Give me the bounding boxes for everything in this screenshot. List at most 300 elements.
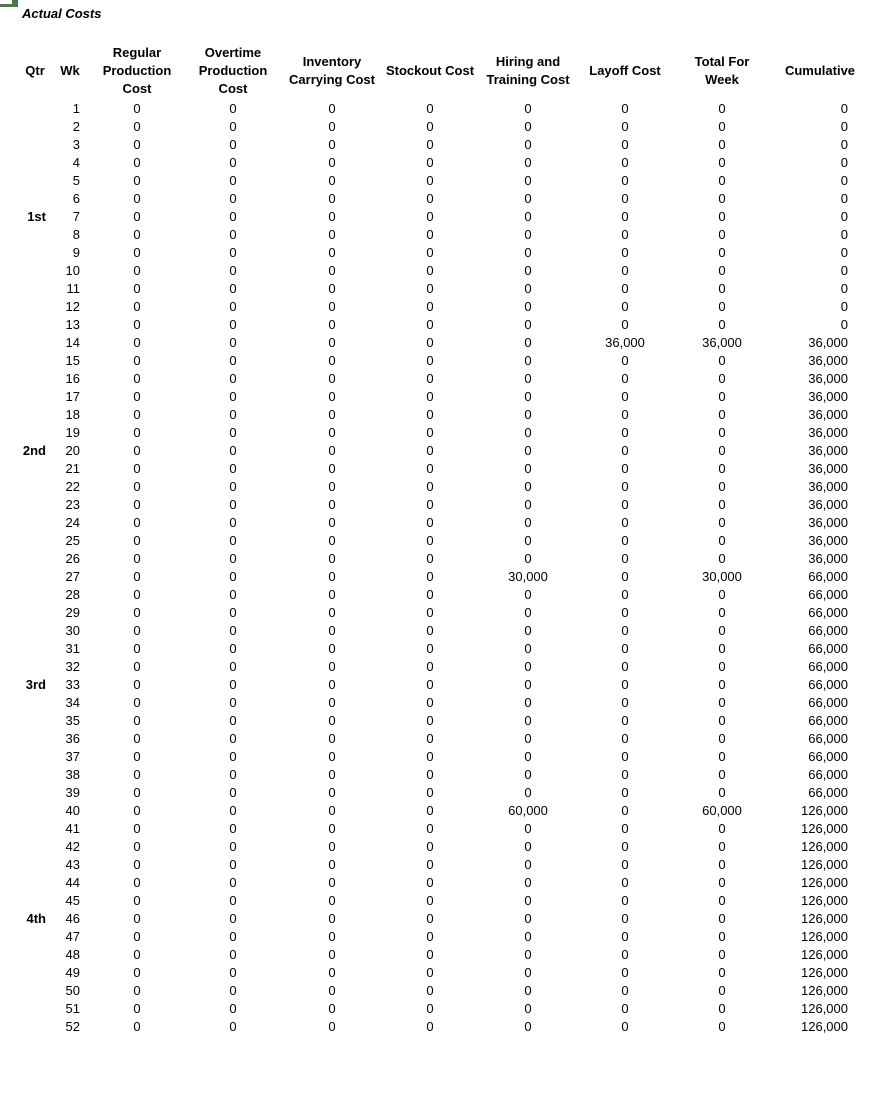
- layoff-cost-cell: 0: [621, 947, 629, 962]
- regular-cost-cell: 0: [133, 875, 141, 890]
- overtime-cost-cell: 0: [229, 245, 237, 260]
- hiring-cost-cell: 0: [524, 857, 532, 872]
- table-row: [0, 406, 892, 424]
- layoff-cost-cell: 0: [621, 407, 629, 422]
- week-cell: 30: [65, 623, 80, 638]
- inventory-cost-cell: 0: [328, 407, 336, 422]
- overtime-cost-cell: 0: [229, 371, 237, 386]
- week-cell: 10: [65, 263, 80, 278]
- total-week-cell: 0: [718, 515, 726, 530]
- cumulative-cell: 36,000: [808, 335, 848, 350]
- overtime-cost-cell: 0: [229, 191, 237, 206]
- stockout-cost-cell: 0: [426, 389, 434, 404]
- total-week-cell: 60,000: [702, 803, 742, 818]
- week-cell: 42: [65, 839, 80, 854]
- regular-cost-cell: 0: [133, 263, 141, 278]
- layoff-cost-cell: 0: [621, 605, 629, 620]
- table-row: [0, 676, 892, 694]
- layoff-cost-cell: 0: [621, 245, 629, 260]
- total-week-cell: 0: [718, 443, 726, 458]
- inventory-cost-cell: 0: [328, 425, 336, 440]
- hiring-cost-cell: 0: [524, 929, 532, 944]
- table-row: [0, 460, 892, 478]
- total-week-cell: 0: [718, 947, 726, 962]
- inventory-cost-cell: 0: [328, 551, 336, 566]
- stockout-cost-cell: 0: [426, 605, 434, 620]
- total-week-cell: 0: [718, 713, 726, 728]
- table-row: [0, 838, 892, 856]
- cumulative-cell: 0: [840, 137, 848, 152]
- table-row: [0, 946, 892, 964]
- hiring-cost-cell: 0: [524, 245, 532, 260]
- layoff-cost-cell: 0: [621, 677, 629, 692]
- table-row: [0, 136, 892, 154]
- regular-cost-cell: 0: [133, 857, 141, 872]
- table-row: [0, 208, 892, 226]
- cumulative-cell: 36,000: [808, 533, 848, 548]
- layoff-cost-cell: 0: [621, 155, 629, 170]
- overtime-cost-cell: 0: [229, 875, 237, 890]
- table-row: [0, 730, 892, 748]
- stockout-cost-cell: 0: [426, 497, 434, 512]
- regular-cost-cell: 0: [133, 191, 141, 206]
- week-cell: 46: [65, 911, 80, 926]
- stockout-cost-cell: 0: [426, 335, 434, 350]
- total-week-cell: 0: [718, 695, 726, 710]
- total-week-cell: 0: [718, 119, 726, 134]
- table-row: [0, 352, 892, 370]
- stockout-cost-cell: 0: [426, 119, 434, 134]
- table-row: [0, 568, 892, 586]
- cumulative-cell: 36,000: [808, 515, 848, 530]
- layoff-cost-cell: 0: [621, 389, 629, 404]
- table-row: [0, 298, 892, 316]
- stockout-cost-cell: 0: [426, 371, 434, 386]
- table-row: [0, 316, 892, 334]
- overtime-cost-cell: 0: [229, 461, 237, 476]
- table-row: [0, 388, 892, 406]
- layoff-cost-cell: 0: [621, 641, 629, 656]
- inventory-cost-cell: 0: [328, 929, 336, 944]
- total-week-cell: 0: [718, 407, 726, 422]
- week-cell: 49: [65, 965, 80, 980]
- overtime-cost-cell: 0: [229, 335, 237, 350]
- regular-cost-cell: 0: [133, 965, 141, 980]
- hiring-cost-cell: 0: [524, 821, 532, 836]
- hiring-cost-cell: 0: [524, 335, 532, 350]
- table-row: [0, 622, 892, 640]
- table-row: [0, 514, 892, 532]
- hiring-cost-cell: 0: [524, 227, 532, 242]
- table-row: [0, 550, 892, 568]
- stockout-cost-cell: 0: [426, 857, 434, 872]
- overtime-cost-cell: 0: [229, 749, 237, 764]
- week-cell: 32: [65, 659, 80, 674]
- stockout-cost-cell: 0: [426, 263, 434, 278]
- layoff-cost-cell: 0: [621, 1001, 629, 1016]
- cumulative-cell: 36,000: [808, 497, 848, 512]
- stockout-cost-cell: 0: [426, 245, 434, 260]
- inventory-cost-cell: 0: [328, 515, 336, 530]
- total-week-cell: 0: [718, 785, 726, 800]
- layoff-cost-cell: 0: [621, 479, 629, 494]
- hiring-cost-cell: 0: [524, 605, 532, 620]
- overtime-cost-cell: 0: [229, 1001, 237, 1016]
- table-row: [0, 964, 892, 982]
- total-week-cell: 0: [718, 1001, 726, 1016]
- week-cell: 36: [65, 731, 80, 746]
- overtime-cost-cell: 0: [229, 929, 237, 944]
- week-cell: 35: [65, 713, 80, 728]
- layoff-cost-cell: 0: [621, 425, 629, 440]
- overtime-cost-cell: 0: [229, 353, 237, 368]
- quarter-label: 3rd: [25, 677, 46, 692]
- week-cell: 31: [65, 641, 80, 656]
- hiring-cost-cell: 0: [524, 479, 532, 494]
- total-week-cell: 0: [718, 857, 726, 872]
- cumulative-cell: 0: [840, 101, 848, 116]
- inventory-cost-cell: 0: [328, 713, 336, 728]
- total-week-cell: 0: [718, 371, 726, 386]
- inventory-cost-cell: 0: [328, 875, 336, 890]
- overtime-cost-cell: 0: [229, 119, 237, 134]
- layoff-cost-cell: 0: [621, 299, 629, 314]
- week-cell: 4: [72, 155, 80, 170]
- stockout-cost-cell: 0: [426, 443, 434, 458]
- cumulative-cell: 126,000: [801, 929, 848, 944]
- stockout-cost-cell: 0: [426, 659, 434, 674]
- header-stockout-cost: Stockout Cost: [385, 63, 475, 78]
- regular-cost-cell: 0: [133, 821, 141, 836]
- layoff-cost-cell: 0: [621, 857, 629, 872]
- header-hiring-training-cost: Hiring and Training Cost: [486, 54, 570, 87]
- inventory-cost-cell: 0: [328, 659, 336, 674]
- overtime-cost-cell: 0: [229, 443, 237, 458]
- overtime-cost-cell: 0: [229, 947, 237, 962]
- table-row: [0, 640, 892, 658]
- stockout-cost-cell: 0: [426, 623, 434, 638]
- regular-cost-cell: 0: [133, 443, 141, 458]
- total-week-cell: 0: [718, 587, 726, 602]
- hiring-cost-cell: 0: [524, 839, 532, 854]
- layoff-cost-cell: 0: [621, 875, 629, 890]
- hiring-cost-cell: 0: [524, 677, 532, 692]
- cumulative-cell: 126,000: [801, 875, 848, 890]
- week-cell: 13: [65, 317, 80, 332]
- stockout-cost-cell: 0: [426, 299, 434, 314]
- cumulative-cell: 126,000: [801, 947, 848, 962]
- cumulative-cell: 0: [840, 209, 848, 224]
- week-cell: 40: [65, 803, 80, 818]
- cumulative-cell: 126,000: [801, 1001, 848, 1016]
- layoff-cost-cell: 0: [621, 713, 629, 728]
- inventory-cost-cell: 0: [328, 767, 336, 782]
- regular-cost-cell: 0: [133, 983, 141, 998]
- regular-cost-cell: 0: [133, 317, 141, 332]
- layoff-cost-cell: 0: [621, 443, 629, 458]
- cumulative-cell: 0: [840, 227, 848, 242]
- total-week-cell: 0: [718, 245, 726, 260]
- week-cell: 15: [65, 353, 80, 368]
- cumulative-cell: 66,000: [808, 569, 848, 584]
- overtime-cost-cell: 0: [229, 821, 237, 836]
- regular-cost-cell: 0: [133, 335, 141, 350]
- hiring-cost-cell: 0: [524, 983, 532, 998]
- stockout-cost-cell: 0: [426, 983, 434, 998]
- layoff-cost-cell: 0: [621, 227, 629, 242]
- total-week-cell: 0: [718, 749, 726, 764]
- overtime-cost-cell: 0: [229, 857, 237, 872]
- hiring-cost-cell: 0: [524, 551, 532, 566]
- layoff-cost-cell: 36,000: [605, 335, 645, 350]
- stockout-cost-cell: 0: [426, 191, 434, 206]
- layoff-cost-cell: 0: [621, 587, 629, 602]
- regular-cost-cell: 0: [133, 173, 141, 188]
- cumulative-cell: 126,000: [801, 983, 848, 998]
- cumulative-cell: 0: [840, 263, 848, 278]
- week-cell: 1: [72, 101, 80, 116]
- layoff-cost-cell: 0: [621, 353, 629, 368]
- inventory-cost-cell: 0: [328, 983, 336, 998]
- overtime-cost-cell: 0: [229, 785, 237, 800]
- hiring-cost-cell: 0: [524, 1019, 532, 1034]
- layoff-cost-cell: 0: [621, 731, 629, 746]
- total-week-cell: 0: [718, 893, 726, 908]
- table-row: [0, 910, 892, 928]
- overtime-cost-cell: 0: [229, 425, 237, 440]
- table-row: [0, 262, 892, 280]
- inventory-cost-cell: 0: [328, 785, 336, 800]
- layoff-cost-cell: 0: [621, 551, 629, 566]
- cumulative-cell: 66,000: [808, 605, 848, 620]
- total-week-cell: 0: [718, 731, 726, 746]
- hiring-cost-cell: 0: [524, 371, 532, 386]
- inventory-cost-cell: 0: [328, 731, 336, 746]
- week-cell: 8: [72, 227, 80, 242]
- layoff-cost-cell: 0: [621, 281, 629, 296]
- layoff-cost-cell: 0: [621, 533, 629, 548]
- layoff-cost-cell: 0: [621, 623, 629, 638]
- inventory-cost-cell: 0: [328, 209, 336, 224]
- table-row: [0, 748, 892, 766]
- total-week-cell: 0: [718, 767, 726, 782]
- overtime-cost-cell: 0: [229, 605, 237, 620]
- regular-cost-cell: 0: [133, 245, 141, 260]
- overtime-cost-cell: 0: [229, 155, 237, 170]
- hiring-cost-cell: 0: [524, 641, 532, 656]
- cumulative-cell: 36,000: [808, 389, 848, 404]
- layoff-cost-cell: 0: [621, 965, 629, 980]
- regular-cost-cell: 0: [133, 623, 141, 638]
- total-week-cell: 0: [718, 101, 726, 116]
- total-week-cell: 0: [718, 677, 726, 692]
- overtime-cost-cell: 0: [229, 839, 237, 854]
- header-layoff-cost: Layoff Cost: [589, 63, 661, 78]
- overtime-cost-cell: 0: [229, 1019, 237, 1034]
- header-qtr: Qtr: [25, 63, 45, 78]
- header-cumulative: Cumulative: [784, 63, 856, 78]
- layoff-cost-cell: 0: [621, 137, 629, 152]
- regular-cost-cell: 0: [133, 947, 141, 962]
- week-cell: 17: [65, 389, 80, 404]
- hiring-cost-cell: 0: [524, 767, 532, 782]
- layoff-cost-cell: 0: [621, 749, 629, 764]
- hiring-cost-cell: 0: [524, 173, 532, 188]
- stockout-cost-cell: 0: [426, 407, 434, 422]
- total-week-cell: 0: [718, 353, 726, 368]
- sheet-title: Actual Costs: [22, 6, 102, 21]
- cumulative-cell: 66,000: [808, 623, 848, 638]
- stockout-cost-cell: 0: [426, 839, 434, 854]
- inventory-cost-cell: 0: [328, 227, 336, 242]
- hiring-cost-cell: 0: [524, 965, 532, 980]
- stockout-cost-cell: 0: [426, 641, 434, 656]
- inventory-cost-cell: 0: [328, 893, 336, 908]
- cumulative-cell: 66,000: [808, 749, 848, 764]
- inventory-cost-cell: 0: [328, 605, 336, 620]
- stockout-cost-cell: 0: [426, 137, 434, 152]
- hiring-cost-cell: 0: [524, 587, 532, 602]
- week-cell: 44: [65, 875, 80, 890]
- layoff-cost-cell: 0: [621, 695, 629, 710]
- regular-cost-cell: 0: [133, 587, 141, 602]
- hiring-cost-cell: 0: [524, 317, 532, 332]
- cumulative-cell: 126,000: [801, 821, 848, 836]
- cumulative-cell: 126,000: [801, 839, 848, 854]
- table-row: [0, 442, 892, 460]
- stockout-cost-cell: 0: [426, 749, 434, 764]
- overtime-cost-cell: 0: [229, 569, 237, 584]
- layoff-cost-cell: 0: [621, 461, 629, 476]
- table-row: [0, 694, 892, 712]
- regular-cost-cell: 0: [133, 767, 141, 782]
- total-week-cell: 0: [718, 605, 726, 620]
- week-cell: 16: [65, 371, 80, 386]
- hiring-cost-cell: 0: [524, 785, 532, 800]
- overtime-cost-cell: 0: [229, 623, 237, 638]
- corner-square: [12, 0, 18, 7]
- week-cell: 27: [65, 569, 80, 584]
- stockout-cost-cell: 0: [426, 533, 434, 548]
- hiring-cost-cell: 0: [524, 875, 532, 890]
- inventory-cost-cell: 0: [328, 677, 336, 692]
- layoff-cost-cell: 0: [621, 821, 629, 836]
- regular-cost-cell: 0: [133, 929, 141, 944]
- total-week-cell: 0: [718, 911, 726, 926]
- regular-cost-cell: 0: [133, 101, 141, 116]
- hiring-cost-cell: 0: [524, 137, 532, 152]
- table-row: [0, 280, 892, 298]
- regular-cost-cell: 0: [133, 425, 141, 440]
- table-row: [0, 532, 892, 550]
- stockout-cost-cell: 0: [426, 713, 434, 728]
- header-wk: Wk: [60, 63, 80, 78]
- week-cell: 19: [65, 425, 80, 440]
- header-total-for-week: Total For Week: [694, 54, 750, 87]
- cumulative-cell: 126,000: [801, 911, 848, 926]
- table-row: [0, 478, 892, 496]
- inventory-cost-cell: 0: [328, 389, 336, 404]
- total-week-cell: 0: [718, 983, 726, 998]
- week-cell: 22: [65, 479, 80, 494]
- regular-cost-cell: 0: [133, 1001, 141, 1016]
- table-row: [0, 190, 892, 208]
- corner-bar: [0, 4, 12, 7]
- table-row: [0, 820, 892, 838]
- regular-cost-cell: 0: [133, 749, 141, 764]
- hiring-cost-cell: 0: [524, 353, 532, 368]
- cumulative-cell: 126,000: [801, 803, 848, 818]
- inventory-cost-cell: 0: [328, 1001, 336, 1016]
- stockout-cost-cell: 0: [426, 1001, 434, 1016]
- stockout-cost-cell: 0: [426, 1019, 434, 1034]
- header-regular-production-cost: Regular Production Cost: [102, 45, 172, 96]
- total-week-cell: 0: [718, 875, 726, 890]
- layoff-cost-cell: 0: [621, 659, 629, 674]
- week-cell: 50: [65, 983, 80, 998]
- overtime-cost-cell: 0: [229, 137, 237, 152]
- inventory-cost-cell: 0: [328, 641, 336, 656]
- inventory-cost-cell: 0: [328, 839, 336, 854]
- week-cell: 12: [65, 299, 80, 314]
- cumulative-cell: 36,000: [808, 461, 848, 476]
- header-inventory-carrying-cost: Inventory Carrying Cost: [289, 54, 375, 87]
- regular-cost-cell: 0: [133, 299, 141, 314]
- hiring-cost-cell: 0: [524, 659, 532, 674]
- regular-cost-cell: 0: [133, 785, 141, 800]
- week-cell: 6: [72, 191, 80, 206]
- stockout-cost-cell: 0: [426, 767, 434, 782]
- table-row: [0, 226, 892, 244]
- inventory-cost-cell: 0: [328, 263, 336, 278]
- inventory-cost-cell: 0: [328, 371, 336, 386]
- cumulative-cell: 0: [840, 245, 848, 260]
- table-row: [0, 982, 892, 1000]
- total-week-cell: 0: [718, 389, 726, 404]
- week-cell: 18: [65, 407, 80, 422]
- total-week-cell: 0: [718, 659, 726, 674]
- cumulative-cell: 0: [840, 317, 848, 332]
- cumulative-cell: 36,000: [808, 551, 848, 566]
- week-cell: 47: [65, 929, 80, 944]
- hiring-cost-cell: 0: [524, 515, 532, 530]
- sheet-corner-marker: [0, 0, 22, 14]
- overtime-cost-cell: 0: [229, 227, 237, 242]
- hiring-cost-cell: 0: [524, 281, 532, 296]
- week-cell: 45: [65, 893, 80, 908]
- cumulative-cell: 36,000: [808, 407, 848, 422]
- layoff-cost-cell: 0: [621, 1019, 629, 1034]
- inventory-cost-cell: 0: [328, 155, 336, 170]
- overtime-cost-cell: 0: [229, 497, 237, 512]
- hiring-cost-cell: 0: [524, 191, 532, 206]
- table-row: [0, 1018, 892, 1036]
- inventory-cost-cell: 0: [328, 299, 336, 314]
- overtime-cost-cell: 0: [229, 263, 237, 278]
- table-row: [0, 604, 892, 622]
- week-cell: 2: [72, 119, 80, 134]
- week-cell: 33: [65, 677, 80, 692]
- layoff-cost-cell: 0: [621, 371, 629, 386]
- inventory-cost-cell: 0: [328, 533, 336, 548]
- total-week-cell: 0: [718, 533, 726, 548]
- cumulative-cell: 66,000: [808, 731, 848, 746]
- inventory-cost-cell: 0: [328, 317, 336, 332]
- inventory-cost-cell: 0: [328, 623, 336, 638]
- regular-cost-cell: 0: [133, 389, 141, 404]
- inventory-cost-cell: 0: [328, 569, 336, 584]
- cumulative-cell: 0: [840, 173, 848, 188]
